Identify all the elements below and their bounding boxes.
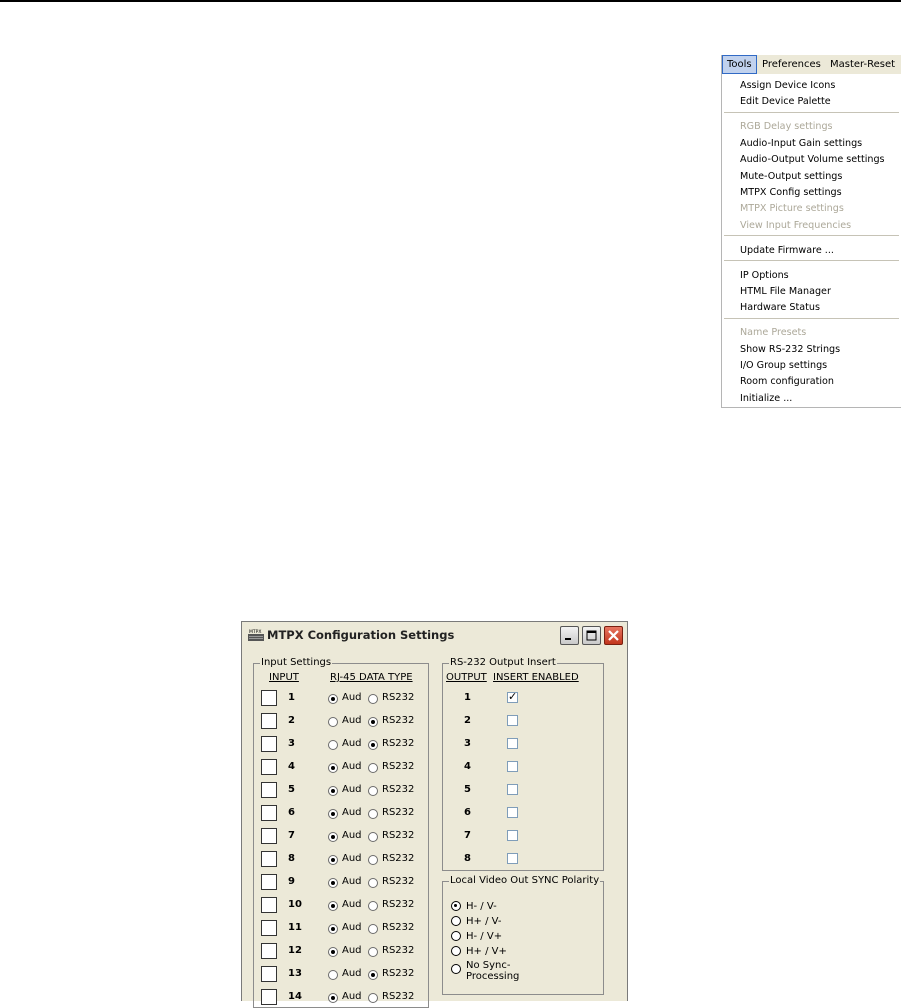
- maximize-icon: [583, 627, 600, 644]
- input-color-box[interactable]: [261, 736, 277, 752]
- menu-bar: [722, 55, 901, 74]
- input-color-box[interactable]: [261, 690, 277, 706]
- input-color-box[interactable]: [261, 897, 277, 913]
- input-row: [261, 782, 421, 800]
- aud-radio-label: Aud: [342, 784, 362, 795]
- rs232-radio[interactable]: [368, 694, 378, 704]
- rs232-radio[interactable]: [368, 809, 378, 819]
- menu-item-update-firmware[interactable]: Update Firmware ...: [740, 244, 834, 256]
- aud-radio-label: Aud: [342, 692, 362, 703]
- aud-radio-label: Aud: [342, 715, 362, 726]
- insert-enabled-checkbox[interactable]: [507, 715, 518, 726]
- input-settings-group: [253, 657, 429, 1008]
- rs232-radio-label: RS232: [382, 807, 415, 818]
- aud-radio[interactable]: [328, 763, 338, 773]
- input-row: [261, 713, 421, 731]
- input-color-box[interactable]: [261, 943, 277, 959]
- menu-item-ip-options[interactable]: IP Options: [740, 269, 789, 281]
- sync-polarity-label: H- / V+: [466, 931, 503, 942]
- input-number: 2: [288, 715, 295, 726]
- output-number: 5: [464, 784, 471, 795]
- rs232-radio-label: RS232: [382, 761, 415, 772]
- menu-item-show-rs-232-strings[interactable]: Show RS-232 Strings: [740, 343, 841, 355]
- rs232-radio[interactable]: [368, 901, 378, 911]
- rs232-radio-label: RS232: [382, 945, 415, 956]
- output-number: 4: [464, 761, 471, 772]
- input-color-box[interactable]: [261, 759, 277, 775]
- menu-separator: [724, 112, 899, 113]
- rs232-radio-label: RS232: [382, 738, 415, 749]
- rs232-radio[interactable]: [368, 717, 378, 727]
- menubar-preferences[interactable]: Preferences: [762, 59, 821, 70]
- minimize-button[interactable]: [560, 626, 579, 645]
- menu-item-view-input-frequencies: View Input Frequencies: [740, 219, 852, 231]
- output-column-header: OUTPUT: [446, 672, 487, 683]
- rs232-radio[interactable]: [368, 855, 378, 865]
- mtpx-config-dialog: [241, 621, 628, 1001]
- aud-radio[interactable]: [328, 855, 338, 865]
- aud-radio[interactable]: [328, 832, 338, 842]
- sync-polarity-radio[interactable]: [451, 901, 461, 911]
- input-row: [261, 874, 421, 892]
- rs232-radio[interactable]: [368, 832, 378, 842]
- input-row: [261, 805, 421, 823]
- sync-polarity-radio[interactable]: [451, 946, 461, 956]
- insert-enabled-checkbox[interactable]: [507, 761, 518, 772]
- input-color-box[interactable]: [261, 851, 277, 867]
- insert-enabled-checkbox[interactable]: [507, 784, 518, 795]
- aud-radio-label: Aud: [342, 876, 362, 887]
- rs232-radio-label: RS232: [382, 692, 415, 703]
- insert-enabled-checkbox[interactable]: [507, 692, 518, 703]
- input-number: 14: [288, 991, 302, 1002]
- data-type-column-header: RJ-45 DATA TYPE: [330, 672, 413, 683]
- aud-radio-label: Aud: [342, 991, 362, 1002]
- rs232-radio-label: RS232: [382, 968, 415, 979]
- menu-item-edit-device-palette[interactable]: Edit Device Palette: [740, 96, 831, 108]
- output-row: [443, 805, 603, 823]
- aud-radio[interactable]: [328, 970, 338, 980]
- aud-radio[interactable]: [328, 901, 338, 911]
- rs232-radio-label: RS232: [382, 784, 415, 795]
- aud-radio-label: Aud: [342, 945, 362, 956]
- menu-item-html-file-manager[interactable]: HTML File Manager: [740, 285, 831, 297]
- input-color-box[interactable]: [261, 989, 277, 1005]
- output-row: [443, 713, 603, 731]
- rs232-radio[interactable]: [368, 786, 378, 796]
- sync-polarity-label: H- / V-: [466, 901, 497, 912]
- input-number: 4: [288, 761, 295, 772]
- input-row: [261, 989, 421, 1007]
- output-number: 6: [464, 807, 471, 818]
- menu-item-mute-output-settings[interactable]: Mute-Output settings: [740, 170, 843, 182]
- menu-item-name-presets: Name Presets: [740, 327, 807, 339]
- input-number: 3: [288, 738, 295, 749]
- sync-polarity-radio[interactable]: [451, 916, 461, 926]
- rs232-radio[interactable]: [368, 763, 378, 773]
- aud-radio-label: Aud: [342, 761, 362, 772]
- rs232-radio-label: RS232: [382, 715, 415, 726]
- input-number: 11: [288, 922, 302, 933]
- output-row: [443, 736, 603, 754]
- input-number: 7: [288, 830, 295, 841]
- input-color-box[interactable]: [261, 966, 277, 982]
- input-number: 10: [288, 899, 302, 910]
- rs232-output-group: [442, 657, 604, 871]
- input-number: 12: [288, 945, 302, 956]
- aud-radio[interactable]: [328, 717, 338, 727]
- rs232-radio-label: RS232: [382, 876, 415, 887]
- rs232-radio[interactable]: [368, 970, 378, 980]
- menu-separator: [724, 318, 899, 319]
- title-bar[interactable]: [242, 622, 627, 650]
- aud-radio-label: Aud: [342, 899, 362, 910]
- input-row: [261, 966, 421, 984]
- sync-polarity-group: [442, 875, 604, 995]
- menu-item-mtpx-config-settings[interactable]: MTPX Config settings: [740, 186, 842, 198]
- sync-polarity-radio[interactable]: [451, 964, 461, 974]
- sync-polarity-radio[interactable]: [451, 931, 461, 941]
- output-number: 2: [464, 715, 471, 726]
- aud-radio[interactable]: [328, 924, 338, 934]
- rs232-radio-label: RS232: [382, 922, 415, 933]
- input-number: 13: [288, 968, 302, 979]
- output-row: [443, 759, 603, 777]
- rs232-radio-label: RS232: [382, 830, 415, 841]
- app-icon: [248, 628, 264, 642]
- sync-polarity-legend: Local Video Out SYNC Polarity: [450, 875, 600, 886]
- menu-item-rgb-delay-settings: RGB Delay settings: [740, 121, 833, 133]
- input-color-box[interactable]: [261, 805, 277, 821]
- rs232-output-legend: RS-232 Output Insert: [450, 657, 556, 668]
- maximize-button[interactable]: [582, 626, 601, 645]
- input-row: [261, 736, 421, 754]
- rs232-radio[interactable]: [368, 924, 378, 934]
- close-icon: [605, 627, 622, 644]
- input-color-box[interactable]: [261, 713, 277, 729]
- rs232-radio[interactable]: [368, 878, 378, 888]
- aud-radio[interactable]: [328, 740, 338, 750]
- sync-polarity-label: H+ / V-: [466, 916, 502, 927]
- menu-separator: [724, 260, 899, 261]
- output-row: [443, 782, 603, 800]
- menu-item-audio-input-gain-settings[interactable]: Audio-Input Gain settings: [740, 137, 863, 149]
- rs232-radio-label: RS232: [382, 991, 415, 1002]
- aud-radio-label: Aud: [342, 738, 362, 749]
- input-row: [261, 759, 421, 777]
- rs232-radio[interactable]: [368, 740, 378, 750]
- input-row: [261, 920, 421, 938]
- input-number: 9: [288, 876, 295, 887]
- aud-radio[interactable]: [328, 947, 338, 957]
- top-rule: [0, 0, 901, 2]
- close-button[interactable]: [604, 626, 623, 645]
- output-number: 3: [464, 738, 471, 749]
- input-number: 1: [288, 692, 295, 703]
- insert-enabled-checkbox[interactable]: [507, 807, 518, 818]
- input-row: [261, 828, 421, 846]
- input-row: [261, 690, 421, 708]
- input-settings-legend: Input Settings: [261, 657, 332, 668]
- aud-radio-label: Aud: [342, 807, 362, 818]
- aud-radio[interactable]: [328, 809, 338, 819]
- input-number: 5: [288, 784, 295, 795]
- menu-separator: [724, 235, 899, 236]
- output-number: 8: [464, 853, 471, 864]
- aud-radio[interactable]: [328, 878, 338, 888]
- output-row: [443, 851, 603, 869]
- output-row: [443, 690, 603, 708]
- input-color-box[interactable]: [261, 782, 277, 798]
- insert-enabled-checkbox[interactable]: [507, 738, 518, 749]
- input-color-box[interactable]: [261, 874, 277, 890]
- aud-radio-label: Aud: [342, 853, 362, 864]
- menu-item-i-o-group-settings[interactable]: I/O Group settings: [740, 360, 828, 371]
- menu-item-audio-output-volume-settings[interactable]: Audio-Output Volume settings: [740, 154, 885, 166]
- menu-item-mtpx-picture-settings: MTPX Picture settings: [740, 203, 844, 215]
- aud-radio-label: Aud: [342, 830, 362, 841]
- input-number: 6: [288, 807, 295, 818]
- rs232-radio[interactable]: [368, 947, 378, 957]
- sync-polarity-label: No Sync- Processing: [466, 960, 520, 982]
- output-row: [443, 828, 603, 846]
- input-number: 8: [288, 853, 295, 864]
- aud-radio[interactable]: [328, 786, 338, 796]
- sync-polarity-label: H+ / V+: [466, 946, 507, 957]
- tools-menu: [721, 55, 901, 408]
- menu-item-hardware-status[interactable]: Hardware Status: [740, 302, 820, 314]
- insert-enabled-column-header: INSERT ENABLED: [493, 672, 579, 683]
- aud-radio[interactable]: [328, 694, 338, 704]
- input-row: [261, 851, 421, 869]
- menu-item-room-configuration[interactable]: Room configuration: [740, 376, 835, 388]
- input-row: [261, 897, 421, 915]
- rs232-radio-label: RS232: [382, 899, 415, 910]
- dialog-title: MTPX Configuration Settings: [267, 628, 455, 642]
- insert-enabled-checkbox[interactable]: [507, 830, 518, 841]
- app-icon-text: MTPX: [249, 630, 262, 635]
- input-color-box[interactable]: [261, 920, 277, 936]
- aud-radio-label: Aud: [342, 922, 362, 933]
- input-column-header: INPUT: [269, 672, 299, 683]
- menu-item-initialize[interactable]: Initialize ...: [740, 392, 793, 404]
- minimize-icon: [561, 627, 578, 644]
- menubar-tools[interactable]: Tools: [722, 55, 757, 74]
- input-row: [261, 943, 421, 961]
- output-number: 7: [464, 830, 471, 841]
- rs232-radio-label: RS232: [382, 853, 415, 864]
- output-number: 1: [464, 692, 471, 703]
- menu-item-assign-device-icons[interactable]: Assign Device Icons: [740, 80, 836, 91]
- input-color-box[interactable]: [261, 828, 277, 844]
- menubar-master-reset[interactable]: Master-Reset: [830, 59, 896, 70]
- insert-enabled-checkbox[interactable]: [507, 853, 518, 864]
- aud-radio-label: Aud: [342, 968, 362, 979]
